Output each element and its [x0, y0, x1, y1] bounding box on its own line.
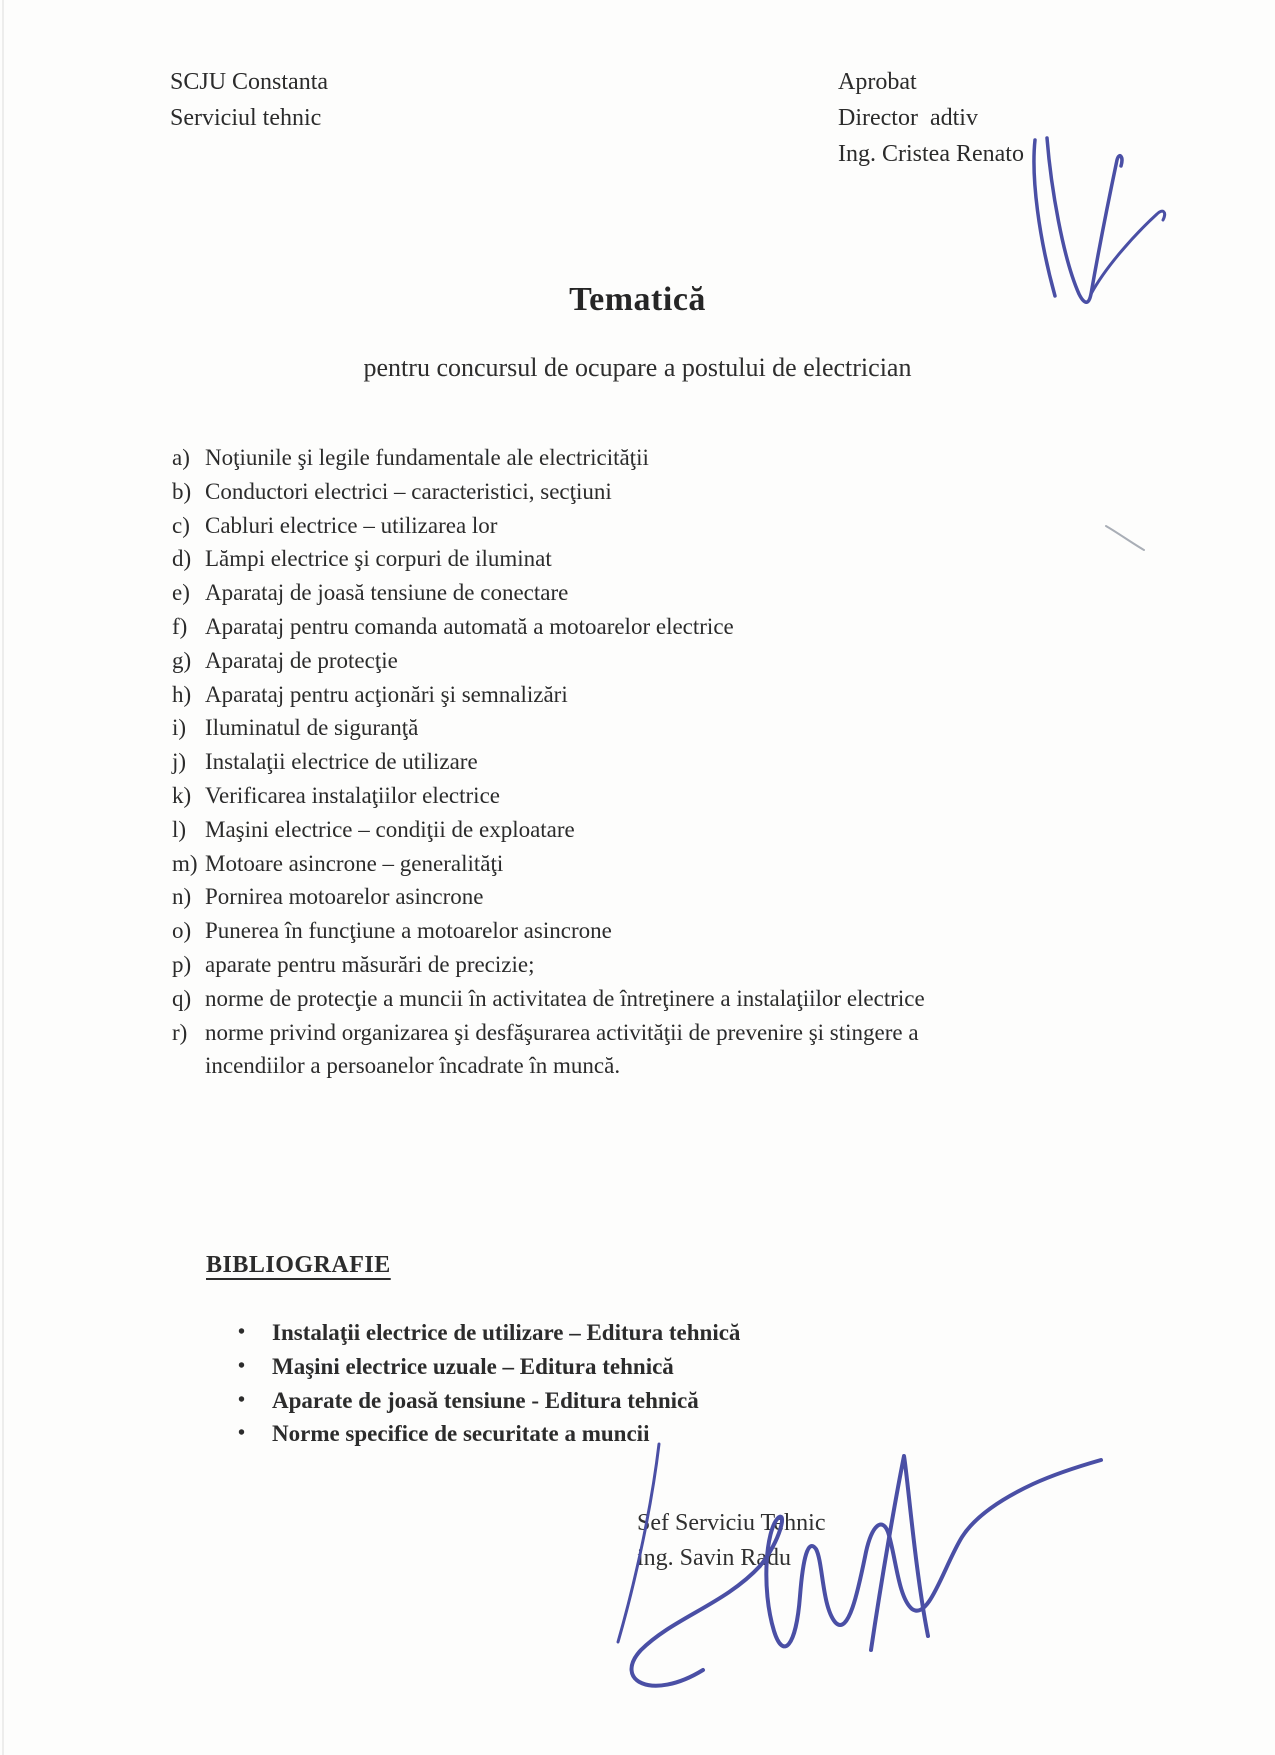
topic-letter: h) [172, 681, 192, 707]
topic-letter: c) [172, 512, 190, 538]
topic-letter: j) [172, 749, 187, 775]
topic-item [172, 678, 925, 712]
topic-letter: n) [172, 884, 192, 910]
topic-text: Verificarea instalaţiilor electrice [205, 782, 500, 808]
topic-text: norme privind organizarea şi desfăşurarea activităţii de prevenire şi stingere a [205, 1019, 919, 1045]
stray-pen-mark [1100, 514, 1150, 556]
topic-item [172, 542, 925, 576]
topic-letter: b) [172, 478, 192, 504]
organization-department: Serviciul tehnic [170, 105, 322, 131]
scan-edge-artifact [2, 0, 4, 1755]
bullet-icon: • [238, 1388, 246, 1411]
topic-text: Noţiunile şi legile fundamentale ale electricităţii [205, 445, 649, 470]
topic-text: Aparataj de protecţie [205, 647, 398, 673]
bibliography-item [238, 1350, 740, 1384]
topic-letter: p) [172, 951, 192, 977]
topic-letter: g) [172, 647, 192, 673]
topic-text: Iluminatul de siguranţă [205, 715, 419, 741]
topic-text: Cabluri electrice – utilizarea lor [205, 512, 498, 538]
topic-text: Instalaţii electrice de utilizare [205, 749, 478, 775]
topic-letter: i) [172, 715, 187, 741]
topic-letter: k) [172, 782, 192, 808]
topic-item [172, 779, 925, 813]
signoff-block [637, 1506, 826, 1576]
page-title: Tematică [569, 281, 706, 318]
topic-item [172, 644, 925, 678]
bullet-icon: • [238, 1321, 246, 1343]
topic-item [172, 610, 925, 644]
topic-item [172, 880, 925, 914]
approver-name: Ing. Cristea Renato [838, 141, 1024, 167]
topic-text: Aparataj de joasă tensiune de conectare [205, 580, 569, 606]
bullet-icon: • [238, 1422, 246, 1445]
topic-text: Aparataj pentru comanda automată a motoarelor electrice [205, 613, 734, 639]
topic-text: Motoare asincrone – generalităţi [205, 850, 504, 876]
topic-letter: d) [172, 546, 192, 572]
topic-item [172, 509, 925, 543]
topic-letter: a) [172, 445, 190, 470]
bibliography-text: Instalaţii electrice de utilizare – Editura tehnică [272, 1320, 741, 1345]
topic-text: Pornirea motoarelor asincrone [205, 884, 484, 910]
topic-letter: o) [172, 918, 192, 944]
bibliography-heading: BIBLIOGRAFIE [206, 1252, 391, 1278]
topic-item [172, 745, 925, 779]
bibliography-text: Norme specifice de securitate a muncii [272, 1421, 650, 1447]
bibliography-item [238, 1417, 740, 1451]
topic-letter: l) [172, 816, 187, 842]
topic-item [172, 982, 925, 1016]
topic-text: norme de protecţie a muncii în activitatea de întreţinere a instalaţiilor electrice [205, 985, 925, 1011]
topic-letter: q) [172, 985, 192, 1011]
topic-item [172, 914, 925, 948]
signoff-role: Sef Serviciu Tehnic [637, 1510, 826, 1536]
header-organization [170, 64, 328, 136]
topic-item [172, 475, 925, 509]
bibliography-text: Aparate de joasă tensiune - Editura tehnică [272, 1387, 699, 1413]
bibliography-list [238, 1316, 740, 1451]
topic-item [172, 711, 925, 745]
topic-text: Conductori electrici – caracteristici, secţiuni [205, 478, 612, 504]
bibliography-item [238, 1316, 740, 1350]
bullet-icon: • [238, 1354, 246, 1377]
topic-text: Punerea în funcţiune a motoarelor asincrone [205, 918, 612, 944]
bibliography-text: Maşini electrice uzuale – Editura tehnică [272, 1353, 674, 1379]
topic-item [172, 847, 925, 881]
topic-text: Aparataj pentru acţionări şi semnalizări [205, 681, 568, 707]
page-subtitle: pentru concursul de ocupare a postului de electrician [363, 353, 912, 382]
topic-text-continued: incendiilor a persoanelor încadrate în muncă. [205, 1053, 621, 1079]
topic-item [172, 576, 925, 610]
topic-text: aparate pentru măsurări de precizie; [205, 951, 535, 977]
topic-text: Maşini electrice – condiţii de exploatare [205, 816, 575, 842]
topic-letter: e) [172, 580, 190, 606]
header-approval [838, 64, 1024, 172]
topic-item [172, 1016, 925, 1084]
topic-item [172, 441, 925, 475]
topic-letter: m) [172, 850, 198, 876]
organization-name: SCJU Constanta [170, 69, 329, 95]
topic-text: Lămpi electrice şi corpuri de iluminat [205, 546, 552, 572]
approver-role: Director adtiv [838, 105, 978, 131]
topic-item [172, 813, 925, 847]
topic-item [172, 948, 925, 982]
topic-letter: r) [172, 1019, 188, 1045]
signoff-name: ing. Savin Radu [637, 1545, 791, 1571]
approval-label: Aprobat [838, 69, 917, 95]
topics-list [172, 441, 925, 1083]
topic-letter: f) [172, 613, 188, 639]
bibliography-item [238, 1384, 740, 1418]
